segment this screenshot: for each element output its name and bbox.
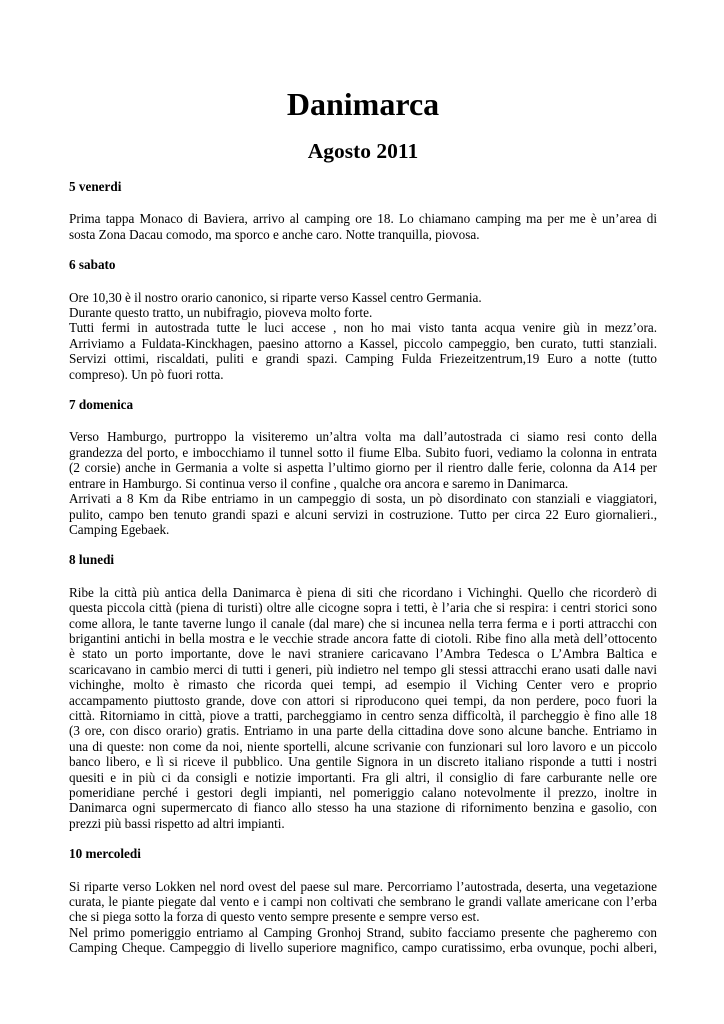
document-page [69, 84, 657, 956]
text-line: è stato un porto importante, dove le navi straniere caricavano l’Ambra Tedesca o L’Ambra Baltica e [69, 646, 657, 662]
text-line: prezzi più bassi rispetto ad altri impianti. [69, 815, 285, 831]
text-line: pomeridiane perché i gestori degli impianti, nel pomeriggio calano notevolmente il prezzo, inoltre in [69, 785, 657, 800]
day-heading: 6 sabato [69, 257, 116, 273]
diary-paragraph [69, 429, 657, 537]
text-line: Si riparte verso Lokken nel nord ovest del paese sul mare. Percorriamo l’autostrada, deserta, una vegetazione [69, 878, 657, 894]
day-heading: 7 domenica [69, 397, 134, 413]
text-line: sosta Zona Dacau comodo, ma sporco e anche caro. Notte tranquilla, piovosa. [69, 226, 480, 242]
text-line: Ribe la città più antica della Danimarca è piena di siti che ricordano i Vichinghi. Quello che ricorderò di [69, 584, 657, 600]
text-line: questa piccola città (piena di turisti) oltre alle cicogne sopra i tetti, è l’aria che si respira: i centri storici sono [69, 600, 657, 616]
text-line: Arriviamo a Fuldata-Kinckhagen, paesino attorno a Kassel, piccolo campeggio, ben curato, tutti stanziali. [69, 335, 657, 351]
text-line: vichinghe, molto è rimasto che ricorda quei tempi, ad esempio il Viching Center vero e proprio [69, 677, 657, 693]
text-line: banco libero, e lì si riceve il pubblico. Una gentile Signora in un discreto italiano risponde a tutti i nostri [69, 754, 657, 770]
text-line: scaricavano in cambio merci di tutti i generi, più indietro nel tempo gli stessi attracchi erano usati dalle navi [69, 661, 657, 677]
diary-paragraph [69, 290, 657, 382]
text-line: accampamento piuttosto grande, dove con attori si riproducono quei tempi, da non perdere, poco fuori la [69, 692, 657, 708]
document-subtitle: Agosto 2011 [307, 139, 419, 163]
text-line: entrare in Hamburgo. Si continua verso il confine , qualche ora ancora e saremo in Danimarca. [69, 475, 569, 491]
text-line: curata, le piante piegate dal vento e i campi non coltivati che sembrano le grandi vallate americane con l’erba [69, 894, 657, 910]
text-line: Arrivati a 8 Km da Ribe entriamo in un campeggio di sosta, un pò disordinato con stanziali e viaggiatori, [69, 491, 657, 507]
text-line: Tutti fermi in autostrada tutte le luci accese , non ho mai visto tanta acqua venire giù in mezz’ora. [69, 320, 657, 336]
text-line: Prima tappa Monaco di Baviera, arrivo al camping ore 18. Lo chiamano camping ma per me è un’area di [69, 211, 657, 227]
day-heading: 5 venerdi [69, 179, 122, 194]
document-title: Danimarca [286, 86, 440, 122]
text-line: che si piega sotto la forza di questo vento sempre presente e sempre verso est. [69, 909, 480, 925]
text-line: Danimarca ogni supermercato di fianco allo stesso ha una stazione di rifornimento benzina e gasolio, con [69, 800, 657, 816]
text-line: Servizi ottimi, riscaldati, puliti e grandi spazi. Camping Fulda Friezeitzentrum,19 Euro a notte (tutto [69, 351, 657, 367]
text-line: Nel primo pomeriggio entriamo al Camping Gronhoj Strand, subito facciamo presente che pagheremo con [69, 924, 657, 940]
diary-paragraph [69, 879, 657, 956]
text-line: compreso). Un pò fuori rotta. [69, 366, 224, 382]
text-line: Camping Cheque. Campeggio di livello superiore magnifico, campo curatissimo, erba ovunque, pochi alberi, [69, 940, 657, 956]
text-line: grandezza del porto, e imbocchiamo il tunnel sotto il fiume Elba. Subito fuori, vediamo la colonna in entrata [69, 444, 657, 460]
day-heading: 8 lunedi [69, 552, 115, 568]
text-line: Verso Hamburgo, purtroppo la visiteremo un’altra volta ma dall’autostrada ci siamo resi conto della [69, 429, 657, 445]
text-line: città. Ritorniamo in città, piove a tratti, parcheggiamo in centro senza difficoltà, il parcheggio è fino alle 18 [69, 707, 657, 723]
text-line: brigantini antichi in bella mostra e le vecchie strade ancora fatte di ciotoli. Ribe fino alla metà dell’ottocento [69, 630, 657, 646]
text-line: (3 ore, con disco orario) gratis. Entriamo in una parte della cittadina dove sono alcune banche. Entriamo in [69, 723, 657, 739]
text-line: quesiti e in più ci da consigli e notizie importanti. Fra gli altri, il consiglio di fare carburante nelle ore [69, 769, 657, 785]
diary-sections [69, 179, 657, 956]
text-line: Durante questo tratto, un nubifragio, pioveva molto forte. [69, 305, 373, 321]
text-line: Camping Egebaek. [69, 521, 170, 537]
diary-paragraph [69, 585, 657, 832]
diary-paragraph [69, 211, 657, 242]
text-line: una di queste: non come da noi, niente sportelli, alcune scrivanie con funzionari sul loro lavoro e un piccolo [69, 738, 657, 754]
text-line: come allora, le tante taverne lungo il canale (dal mare) che si incunea nella terra ferma e i porti attracchi con [69, 615, 657, 631]
text-line: pulito, campo ben tenuto grandi spazi e alcuni servizi in costruzione. Tutto per circa 22 Euro giornalieri., [69, 506, 657, 522]
text-line: (2 corsie) anche in Germania a volte si aspetta l’ultimo giorno per il rientro dalle ferie, colonna da A14 per [69, 460, 657, 476]
day-heading: 10 mercoledi [69, 846, 141, 862]
text-line: Ore 10,30 è il nostro orario canonico, si riparte verso Kassel centro Germania. [69, 289, 482, 305]
